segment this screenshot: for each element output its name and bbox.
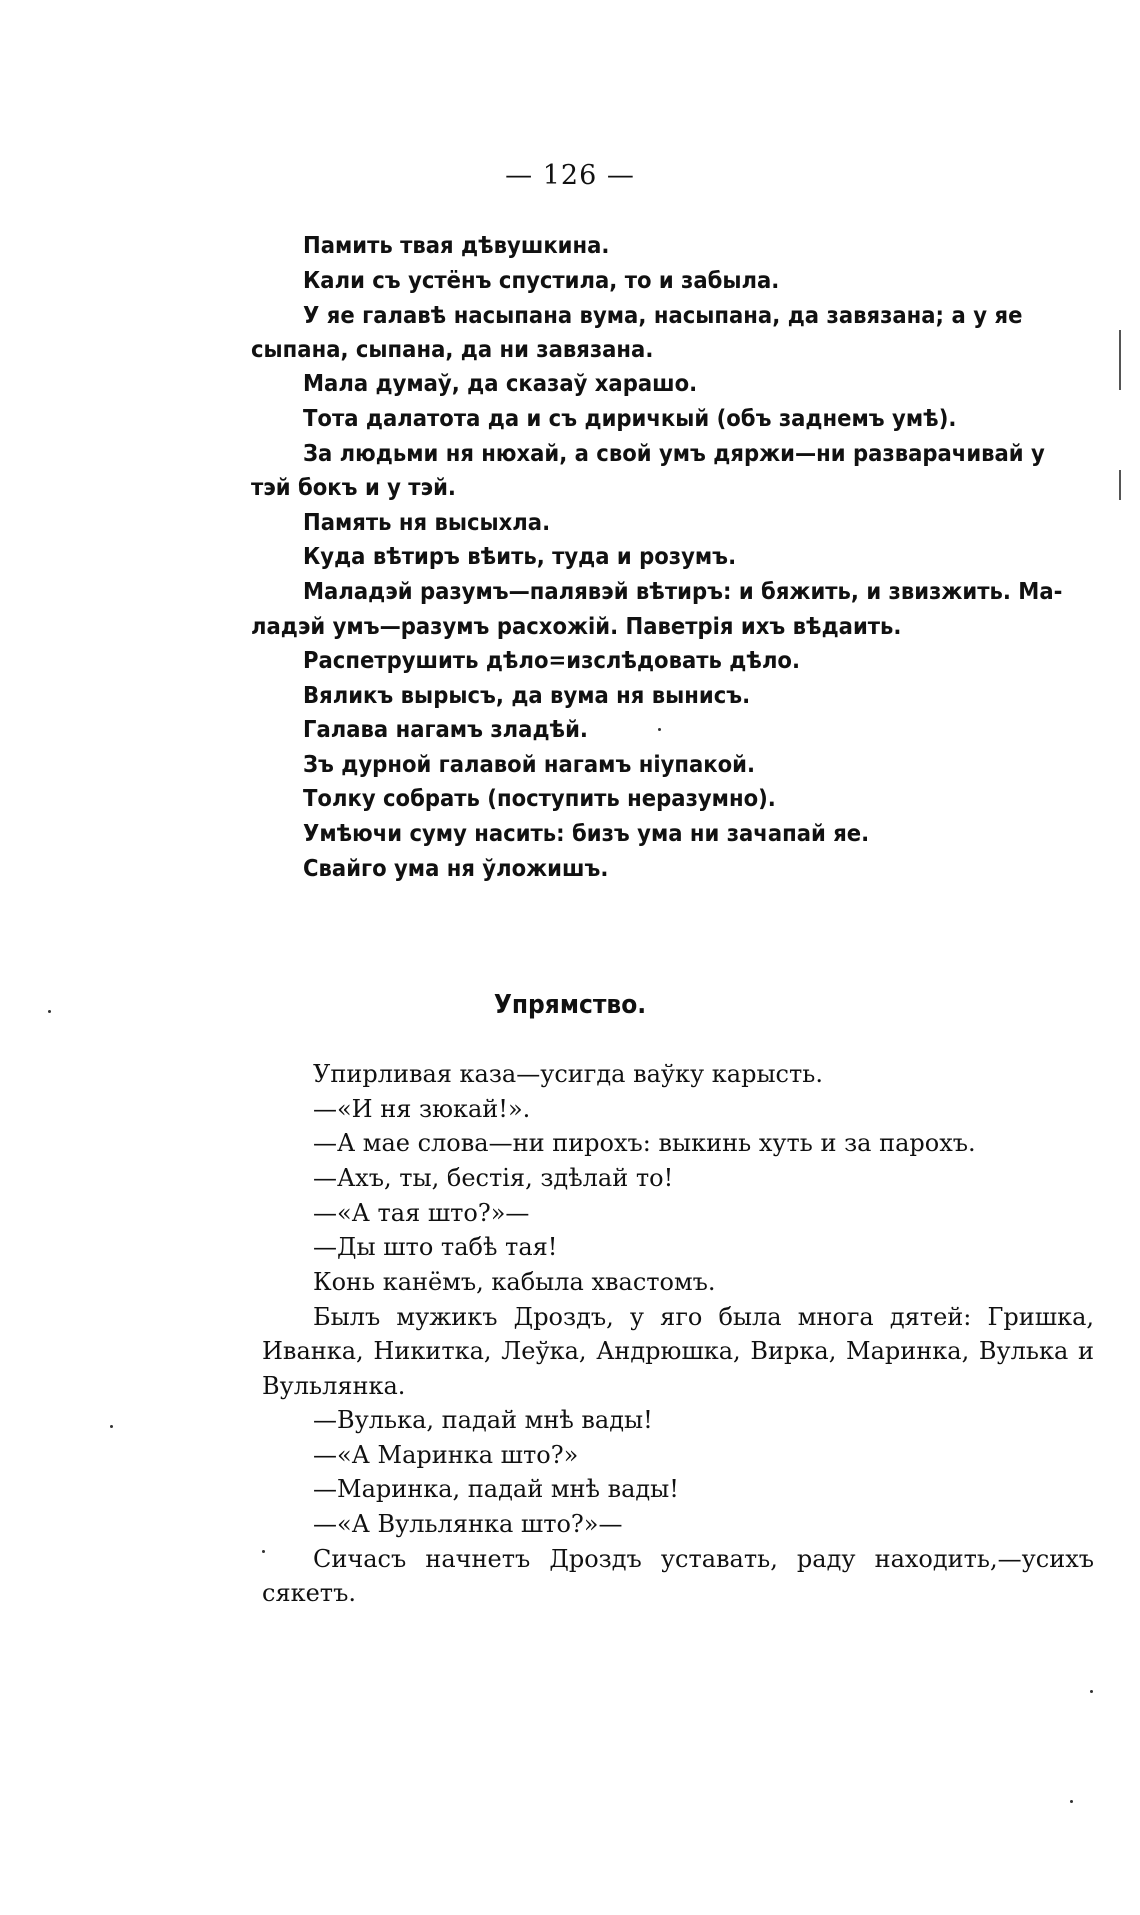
text-line: сыпана, сыпана, да ни завязана.	[251, 337, 654, 363]
scan-margin-mark	[1119, 470, 1121, 500]
text-line: Былъ мужикъ Дроздъ, у яго была многа дятей: Гришка,	[313, 1303, 1094, 1331]
page-number: — 126 —	[505, 160, 635, 191]
scan-speck	[110, 1425, 113, 1428]
text-line: Распетрушить дѣло=изслѣдовать дѣло.	[303, 648, 801, 674]
scan-speck	[658, 728, 661, 731]
text-line: —Вулька, падай мнѣ вады!	[313, 1406, 653, 1434]
text-line: Вяликъ вырысъ, да вума ня вынисъ.	[303, 683, 751, 709]
text-line: —Ахъ, ты, бестія, здѣлай то!	[313, 1164, 674, 1192]
text-line: Маладэй разумъ—палявэй вѣтиръ: и бяжить, и звизжить. Ма-	[303, 579, 1063, 605]
text-line: Памить твая дѣвушкина.	[303, 233, 610, 259]
text-line: —«И ня зюкай!».	[313, 1095, 531, 1123]
text-line: Толку собрать (поступить неразумно).	[303, 786, 776, 812]
text-line: Умѣючи суму насить: бизъ ума ни зачапай яе.	[303, 821, 870, 847]
text-line: У яе галавѣ насыпана вума, насыпана, да завязана; а у яе	[303, 303, 1023, 329]
text-line: За людьми ня нюхай, а свой умъ дяржи—ни разварачивай у	[303, 441, 1045, 467]
text-line: Конь канёмъ, кабыла хвастомъ.	[313, 1268, 716, 1296]
text-line: Зъ дурной галавой нагамъ ніупакой.	[303, 752, 756, 778]
text-line: Свайго ума ня ўложишъ.	[303, 856, 609, 882]
text-line: —Ды што табѣ тая!	[313, 1233, 558, 1261]
scan-speck	[48, 1010, 51, 1013]
section-heading: Упрямство.	[493, 990, 647, 1020]
text-line: —Маринка, падай мнѣ вады!	[313, 1475, 679, 1503]
scan-speck	[1090, 1690, 1093, 1693]
text-line: Мала думаў, да сказаў харашо.	[303, 371, 698, 397]
text-line: Кали съ устёнъ спустила, то и забыла.	[303, 268, 780, 294]
text-line: —«А тая што?»—	[313, 1199, 530, 1227]
text-line: Иванка, Никитка, Леўка, Андрюшка, Вирка, Маринка, Вулька и	[262, 1337, 1094, 1365]
scan-speck	[1070, 1800, 1073, 1803]
text-line: Куда вѣтиръ вѣить, туда и розумъ.	[303, 544, 737, 570]
text-line: Галава нагамъ зладѣй.	[303, 717, 588, 743]
scan-margin-mark	[1119, 330, 1121, 390]
text-line: Тота далатота да и съ диричкый (объ заднемъ умѣ).	[303, 406, 957, 432]
text-line: Упирливая каза—усигда ваўку карысть.	[313, 1060, 823, 1088]
text-line: Память ня высыхла.	[303, 510, 551, 536]
text-line: сякетъ.	[262, 1579, 356, 1607]
text-line: Вульлянка.	[262, 1372, 406, 1400]
text-line: —«А Маринка што?»	[313, 1441, 579, 1469]
text-line: тэй бокъ и у тэй.	[251, 475, 456, 501]
text-line: —«А Вульлянка што?»—	[313, 1510, 623, 1538]
text-line: —А мае слова—ни пирохъ: выкинь хуть и за парохъ.	[313, 1129, 976, 1157]
text-line: ладэй умъ—разумъ расхожій. Паветрія ихъ вѣдаить.	[251, 614, 902, 640]
text-line: Сичасъ начнетъ Дроздъ уставать, раду находить,—усихъ	[313, 1545, 1094, 1573]
scan-speck	[262, 1550, 265, 1553]
